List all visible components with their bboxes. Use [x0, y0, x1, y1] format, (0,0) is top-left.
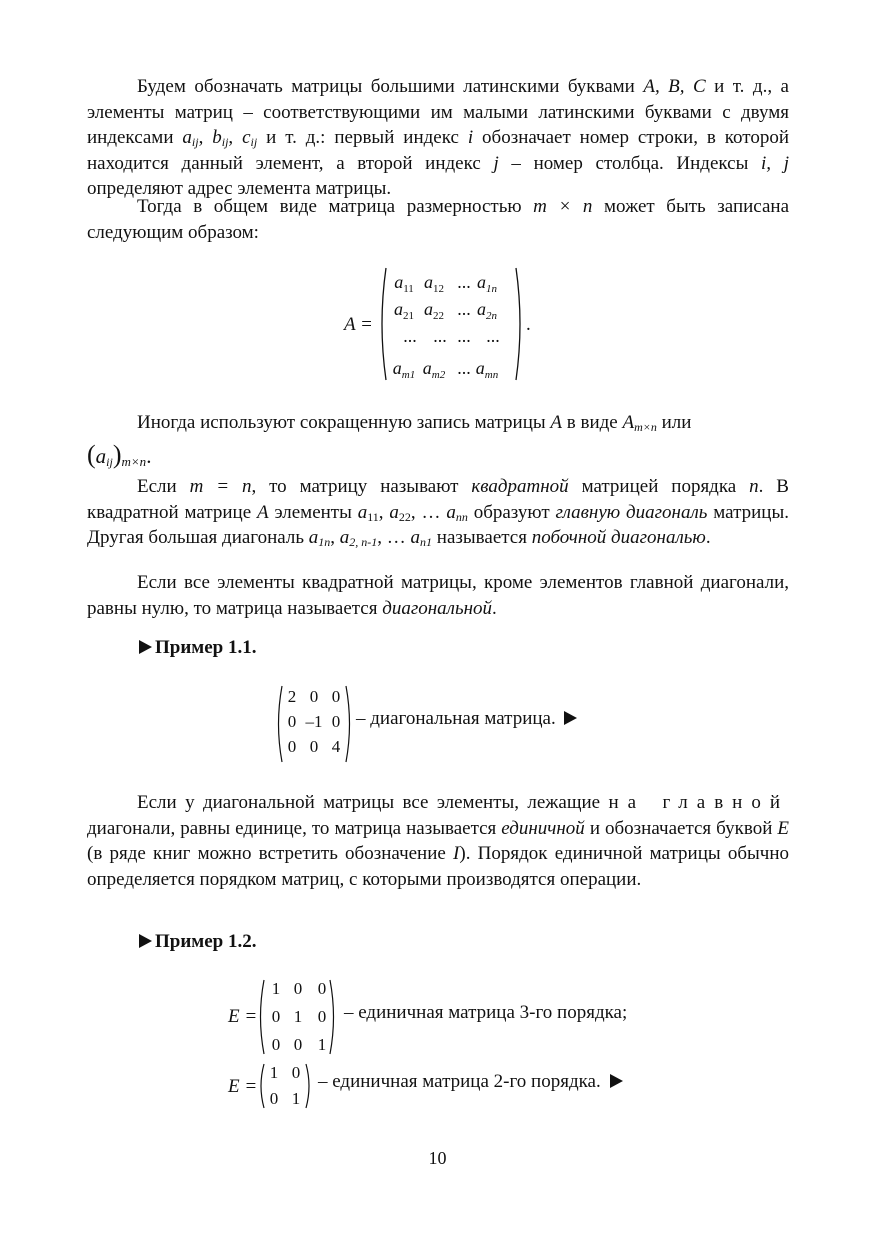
matrix-cell: ...	[403, 326, 417, 346]
matrix-cell: 1	[291, 1089, 301, 1108]
unit-matrix-2-caption: – единичная матрица 2-го порядка.	[318, 1071, 626, 1093]
matrix-cell: $a_{21}$	[394, 299, 414, 322]
matrix-lhs: A =	[344, 314, 373, 335]
matrix-cell: 1	[271, 979, 281, 998]
right-paren	[346, 686, 350, 762]
paragraph-diagonal-matrix: Если все элементы квадратной матрицы, кроме элементов главной диагонали, равны нулю, то матрица называется диагональной.	[87, 572, 789, 619]
left-paren	[279, 686, 283, 762]
matrix-cell: 0	[287, 737, 297, 756]
matrix-cell: 0	[287, 712, 297, 731]
matrix-cell: 0	[293, 1035, 303, 1054]
matrix-cell: ...	[457, 299, 471, 319]
matrix-cell: ...	[457, 358, 471, 378]
right-paren	[330, 980, 334, 1054]
matrix-cell: $a_{22}$	[424, 299, 444, 322]
matrix-cell: ...	[486, 326, 500, 346]
general-matrix-cells	[393, 272, 500, 381]
matrix-cell: 0	[331, 687, 341, 706]
general-matrix-formula	[330, 262, 550, 386]
matrix-cell: ...	[457, 326, 471, 346]
matrix-cell: $a_{m2}$	[422, 358, 446, 381]
matrix-trailing-dot: .	[526, 314, 531, 335]
right-paren	[306, 1064, 309, 1108]
matrix-cell: 0	[331, 712, 341, 731]
triangle-end-icon	[610, 1074, 623, 1088]
unit-matrix-2-cells	[270, 1063, 301, 1108]
matrix-cell: –1	[305, 712, 323, 731]
left-paren	[261, 1064, 264, 1108]
paragraph-unit-matrix: Если у диагональной матрицы все элементы, лежащие на главной диагонали, равны единице, то матрица называется единичной и обозначается буквой E (в ряде книг можно встретить обозначение I). Порядок единичной матрицы обычно определяется порядком матриц, с которыми производятся операции.	[87, 792, 789, 890]
unit-matrix-3	[226, 976, 346, 1058]
unit-matrix-2-lhs: E =	[228, 1076, 258, 1097]
triangle-marker-icon	[139, 934, 152, 948]
example-1-1-heading: Пример 1.1.	[139, 637, 257, 659]
example-1-1-caption: – диагональная матрица.	[356, 708, 580, 730]
matrix-cell: 0	[317, 1007, 327, 1026]
matrix-cell: 0	[271, 1035, 281, 1054]
matrix-cell: ...	[433, 326, 447, 346]
matrix-cell: 1	[317, 1035, 327, 1054]
matrix-cell: 1	[293, 1007, 303, 1026]
matrix-cell: 2	[287, 687, 297, 706]
unit-matrix-3-caption: – единичная матрица 3-го порядка;	[344, 1002, 628, 1023]
matrix-cell: 4	[331, 737, 341, 756]
triangle-end-icon	[564, 711, 577, 725]
matrix-cell: 0	[317, 979, 327, 998]
paragraph-short-notation: Иногда используют сокращенную запись матрицы A в виде $A_{m\times n}$ или	[137, 412, 692, 434]
left-paren	[382, 268, 386, 380]
unit-matrix-3-cells	[272, 979, 327, 1054]
matrix-cell: 0	[291, 1063, 301, 1082]
triangle-marker-icon	[139, 640, 152, 654]
paragraph-matrix-notation: Будем обозначать матрицы большими латинскими буквами A, B, C и т. д., а элементы матриц – соответствующими им малыми латинскими буквами с двумя индексами $a_{ij}$, $b_{ij}$, $c_{ij}$ и т. д.: первый индекс i обозначает номер строки, в которой находится данный элемент, а второй индекс j – номер столбца. Индексы i, j определяют адрес элемента матрицы.	[87, 76, 790, 199]
matrix-cell: $a_{2n}$	[477, 299, 497, 322]
short-notation-aij: $(a_{ij})_{m\times n}$.	[87, 440, 152, 469]
paragraph-general-form: Тогда в общем виде матрица размерностью m × n может быть записана следующим образом:	[87, 196, 789, 243]
matrix-cell: ...	[457, 272, 471, 292]
matrix-cell: $a_{1n}$	[477, 272, 497, 295]
matrix-cell: 0	[271, 1007, 281, 1026]
paragraph-square-matrix: Если m = n, то матрицу называют квадратной матрицей порядка n. В квадратной матрице A элементы $a_{11}$, $a_{22}$, … $a_{nn}$ образуют главную диагональ матрицы. Другая большая диагональ $a_{1n}$, $a_{2, n-1}$, … $a_{n1}$ называется побочной диагональю.	[87, 476, 789, 549]
matrix-cell: $a_{m1}$	[392, 358, 416, 381]
matrix-cell: 1	[269, 1063, 279, 1082]
diagonal-matrix-cells	[288, 687, 341, 756]
diagonal-matrix-example	[274, 682, 364, 766]
matrix-cell: 0	[309, 687, 319, 706]
unit-matrix-3-lhs: E =	[228, 1006, 258, 1027]
matrix-cell: 0	[269, 1089, 279, 1108]
page-number: 10	[428, 1148, 447, 1168]
matrix-cell: $a_{11}$	[394, 272, 414, 295]
matrix-cell: 0	[309, 737, 319, 756]
matrix-cell: $a_{12}$	[424, 272, 444, 295]
matrix-cell: $a_{mn}$	[475, 358, 499, 381]
unit-matrix-2	[226, 1060, 316, 1112]
right-paren	[516, 268, 520, 380]
example-1-2-heading: Пример 1.2.	[139, 931, 257, 953]
matrix-cell: 0	[293, 979, 303, 998]
left-paren	[261, 980, 265, 1054]
